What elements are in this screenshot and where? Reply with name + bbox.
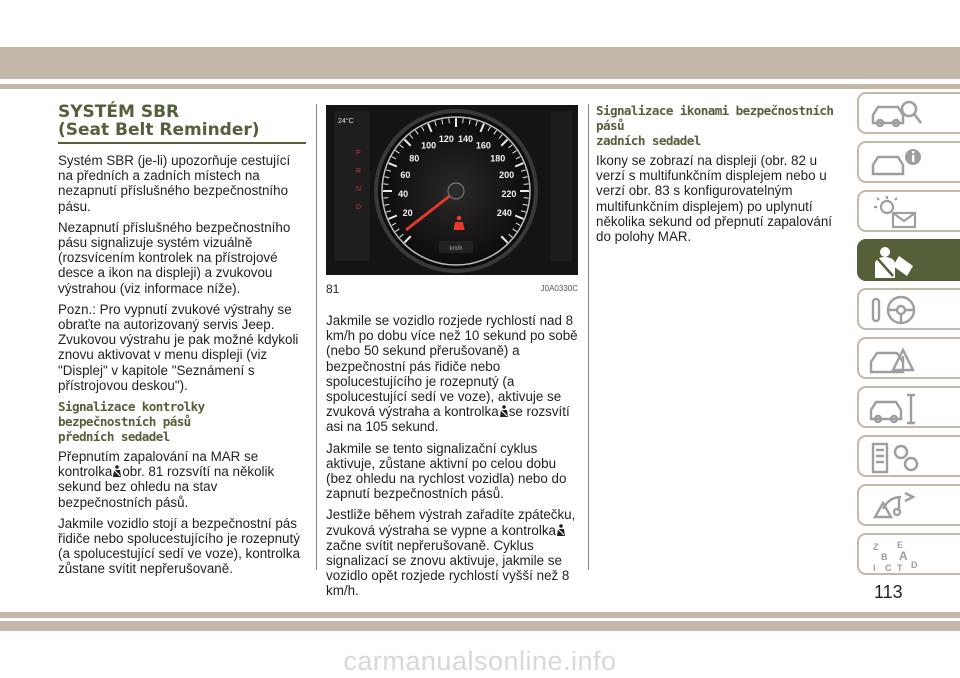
chapter-tab-safety[interactable] — [857, 239, 960, 281]
paragraph: Ikony se zobrazí na displeji (obr. 82 u verzí s multifunkčním displejem nebo u verzí obr. 83 s konfigurovatelným multifunkčním displejem) po uplynutí několika sekund od přepnutí zapalování do polohy MAR. — [596, 153, 832, 245]
chapter-tab-multimedia[interactable] — [857, 484, 960, 526]
index-alphabet-icon — [867, 538, 927, 574]
subheading-rear-seatbelt — [596, 103, 846, 148]
top-color-band — [0, 47, 960, 79]
svg-text:T: T — [897, 563, 903, 573]
subheading-line: předních sedadel — [58, 429, 170, 445]
gear-letter: N — [356, 186, 362, 193]
paragraph: Jakmile se tento signalizační cyklus aktivuje, zůstane aktivní po celou dobu (bez ohledu na rychlost vozidla) nebo do zapnutí bezpečnostních pásů. — [326, 440, 567, 502]
svg-text:I: I — [873, 563, 876, 573]
car-crash-warning-icon — [867, 342, 927, 378]
svg-text:Z: Z — [873, 542, 879, 552]
text: začne svítit nepřerušovaně. Cyklus signalizací se znovu aktivuje, jakmile se vozidlo opět rozjede rychlostí vyšší než 8 km/h. — [326, 537, 570, 599]
gear-letter: D — [356, 204, 362, 211]
subheading-front-seatbelt — [58, 399, 306, 444]
chapter-tab-emergency[interactable] — [857, 337, 960, 379]
text: Jestliže během výstrah zařadíte zpátečku, zvuková výstraha se vypne a kontrolka — [326, 507, 576, 538]
instrument-cluster-figure — [326, 105, 578, 275]
needle-hub — [448, 183, 464, 199]
section-title-line2: (Seat Belt Reminder) — [58, 120, 260, 140]
bottom-rule — [0, 612, 960, 618]
figure-number: 81 — [326, 282, 340, 296]
speedometer-illustration — [326, 105, 578, 275]
chapter-tab-starting[interactable] — [857, 288, 960, 330]
section-title-line1: SYSTÉM SBR — [58, 102, 180, 122]
column-left — [58, 103, 306, 583]
speed-tick-label: 240 — [496, 207, 512, 218]
text: Jakmile se vozidlo rozjede rychlostí nad 8 km/h po dobu více než 10 sekund po sobě (nebo 50 sekund přerušovaně) a bezpečnostní pás řidiče nebo spolucestujícího je rozepnutý (a spolucestující sedí ve voze), aktivuje se zvuková výstraha a kontrolka — [326, 313, 578, 420]
svg-text:B: B — [881, 552, 888, 562]
svg-text:C: C — [885, 563, 892, 573]
seatbelt-warning-icon — [112, 465, 122, 478]
car-info-icon — [867, 146, 927, 182]
chapter-tab-index[interactable] — [857, 533, 960, 575]
column-divider — [588, 104, 589, 570]
paragraph: Pozn.: Pro vypnutí zvukové výstrahy se obraťte na autorizovaný servis Jeep. Zvukovou výstrahu je pak možné kdykoli znovu aktivovat v menu displeji (viz "Displej" v kapitole "Seznámení s přístrojovou deskou"). — [58, 301, 299, 393]
bottom-color-band — [0, 621, 960, 631]
speed-tick-label: 20 — [402, 207, 413, 218]
temperature-readout: 24°C — [338, 118, 354, 125]
watermark: carmanualsonline.info — [343, 646, 617, 676]
top-rule — [0, 84, 960, 89]
warning-light-mail-icon — [867, 195, 927, 231]
steering-wheel-key-icon — [867, 293, 927, 329]
multimedia-icon — [867, 489, 927, 525]
speed-tick-label: 60 — [400, 170, 411, 181]
figure-code: J0A0330C — [540, 284, 578, 293]
speed-tick-label: 40 — [398, 189, 409, 200]
paragraph — [326, 507, 578, 598]
svg-text:D: D — [911, 560, 918, 570]
chapter-tab-car-search[interactable] — [857, 92, 960, 134]
seatbelt-person-icon — [867, 244, 927, 280]
subheading-line: zadních sedadel — [596, 133, 701, 148]
paragraph: Jakmile vozidlo stojí a bezpečnostní pás řidiče nebo spolucestujícího je rozepnutý (a spolucestující sedí ve voze), kontrolka zůstane svítit nepřerušovaně. — [58, 515, 300, 577]
seatbelt-warning-icon — [499, 405, 509, 418]
subheading-line: Signalizace ikonami bezpečnostních pásů — [596, 103, 834, 133]
column-right — [596, 103, 846, 250]
paragraph — [58, 449, 306, 510]
subheading-line: Signalizace kontrolky bezpečnostních pásů — [58, 399, 205, 430]
paragraph: Nezapnutí příslušného bezpečnostního pásu signalizuje systém vizuálně (rozsvícením kontrolek na přístrojové desce a ikon na displeji) a zvukovou výstrahou (viz informace níže). — [58, 219, 291, 296]
specs-gears-icon — [867, 440, 927, 476]
speed-unit: km/h — [449, 246, 463, 252]
speed-tick-label: 80 — [409, 153, 420, 164]
paragraph — [326, 313, 578, 435]
chapter-tab-technical-data[interactable] — [857, 435, 960, 477]
paragraph: Systém SBR (je-li) upozorňuje cestující na předních a zadních místech na nezapnutí příslušného bezpečnostního pásu. — [58, 153, 291, 214]
speed-tick-label: 220 — [501, 189, 517, 200]
chapter-tab-warning-lights[interactable] — [857, 190, 960, 232]
car-search-icon — [867, 97, 927, 133]
gear-letter: P — [356, 150, 361, 157]
speed-tick-label: 100 — [421, 140, 437, 151]
speed-tick-label: 120 — [438, 133, 454, 144]
svg-text:E: E — [897, 540, 904, 550]
column-divider — [316, 104, 317, 570]
text: se rozsvítí asi na 105 sekund. — [326, 404, 570, 435]
chapter-tab-maintenance[interactable] — [857, 386, 960, 428]
column-middle — [326, 313, 578, 605]
speed-tick-label: 160 — [475, 140, 491, 151]
car-wrench-icon — [867, 391, 927, 427]
gear-letter: R — [356, 168, 362, 175]
svg-text:A: A — [899, 549, 908, 563]
chapter-tab-car-info[interactable] — [857, 141, 960, 183]
text: Přepnutím zapalování na MAR se kontrolka — [58, 449, 259, 480]
speed-tick-label: 140 — [458, 133, 474, 144]
seatbelt-warning-icon — [556, 524, 566, 537]
section-title — [58, 103, 306, 144]
page-number: 113 — [874, 582, 903, 602]
speed-tick-label: 200 — [499, 170, 515, 181]
text: obr. 81 rozsvítí na několik sekund bez ohledu na stav bezpečnostních pásů. — [58, 464, 275, 510]
speed-tick-label: 180 — [490, 153, 506, 164]
